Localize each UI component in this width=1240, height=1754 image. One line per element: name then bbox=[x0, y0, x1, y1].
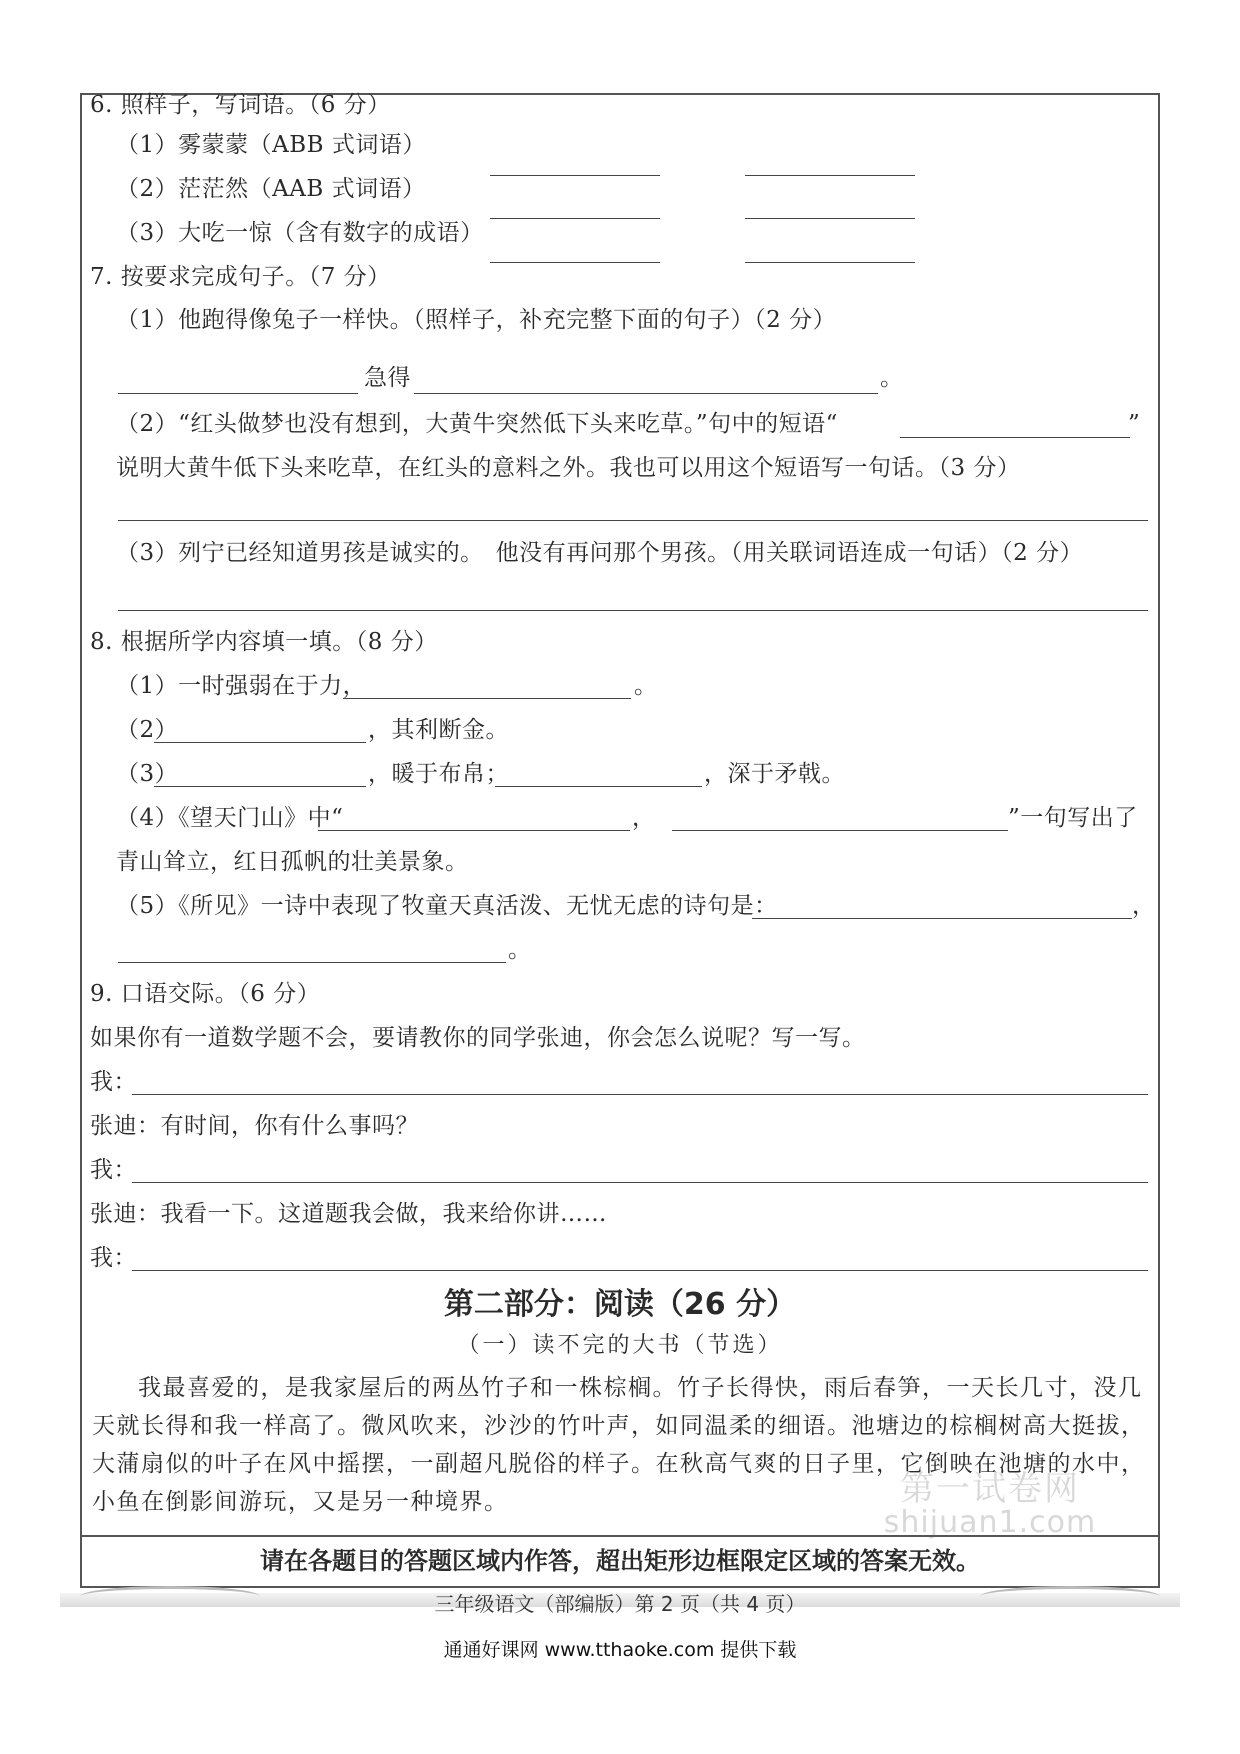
q8-item-1-text: （1）一时强弱在于力， bbox=[116, 673, 367, 699]
q6-item-2-blank-1[interactable] bbox=[490, 218, 660, 219]
q7-item-2-line-1: （2）“红头做梦也没有想到，大黄牛突然低下头来吃草。”句中的短语“ bbox=[116, 411, 838, 437]
q8-item-1-end: 。 bbox=[634, 673, 658, 699]
q6-item-1: （1）雾蒙蒙（ABB 式词语） bbox=[116, 132, 426, 158]
download-note: 通通好课网 www.tthaoke.com 提供下载 bbox=[443, 1639, 797, 1661]
q6-item-1-blank-1[interactable] bbox=[490, 175, 660, 176]
q7-item-1: （1）他跑得像兔子一样快。（照样子，补充完整下面的句子）（2 分） bbox=[116, 307, 837, 333]
q6-title: 6. 照样子，写词语。（6 分） bbox=[90, 92, 391, 118]
reading-paragraph: 我最喜爱的，是我家屋后的两丛竹子和一株棕榈。竹子长得快，雨后春笋，一天长几寸，没几天就长得和我一样高了。微风吹来，沙沙的竹叶声，如同温柔的细语。池塘边的棕榈树高大挺拔，大蒲扇似的叶子在风中摇摆，一副超凡脱俗的样子。在秋高气爽的日子里，它倒映在池塘的水中，小鱼在倒影间游玩，又是另一种境界。 bbox=[92, 1375, 1146, 1515]
q9-prompt: 如果你有一道数学题不会，要请教你的同学张迪，你会怎么说呢？写一写。 bbox=[90, 1025, 866, 1051]
watermark bbox=[870, 1470, 1110, 1538]
q7-item-3: （3）列宁已经知道男孩是诚实的。 他没有再问那个男孩。（用关联词语连成一句话）（2 分） bbox=[116, 540, 1084, 566]
q7-title: 7. 按要求完成句子。（7 分） bbox=[90, 264, 391, 290]
q8-item-2-text: ，其利断金。 bbox=[368, 717, 509, 743]
watermark-line-2: shijuan1.com bbox=[883, 1505, 1097, 1540]
q9-me-answer-line-1[interactable] bbox=[132, 1094, 1148, 1095]
q8-item-3-blank-2[interactable] bbox=[495, 786, 702, 787]
q8-item-4-line-2: 青山耸立，红日孤帆的壮美景象。 bbox=[116, 849, 469, 875]
q8-title: 8. 根据所学内容填一填。（8 分） bbox=[90, 629, 438, 655]
q8-item-3-num: （3） bbox=[116, 761, 179, 787]
q8-item-4-tail: ”一句写出了 bbox=[1008, 805, 1138, 831]
q6-item-2: （2）茫茫然（AAB 式词语） bbox=[116, 176, 426, 202]
answer-area-notice: 请在各题目的答题区域内作答，超出矩形边框限定区域的答案无效。 bbox=[80, 1535, 1160, 1586]
q8-item-5-blank-2[interactable] bbox=[118, 962, 506, 963]
q9-zhangdi-line-1: 张迪：有时间，你有什么事吗？ bbox=[90, 1113, 419, 1139]
q8-item-5-end: 。 bbox=[508, 937, 532, 963]
page-footer: 三年级语文（部编版）第 2 页（共 4 页） bbox=[434, 1592, 806, 1616]
q7-item-2-phrase-blank[interactable] bbox=[900, 437, 1130, 438]
q7-item-1-end: 。 bbox=[880, 365, 904, 391]
watermark-line-1: 第一试卷网 bbox=[900, 1469, 1080, 1509]
q8-item-1-blank[interactable] bbox=[343, 698, 631, 699]
q9-me-label-1: 我： bbox=[90, 1069, 137, 1095]
q7-item-2-quote-end: ” bbox=[1128, 411, 1141, 437]
q7-item-2-answer-line[interactable] bbox=[118, 520, 1148, 521]
q6-item-2-blank-2[interactable] bbox=[745, 218, 915, 219]
q8-item-4-blank-1[interactable] bbox=[318, 830, 630, 831]
q9-me-label-3: 我： bbox=[90, 1245, 137, 1271]
q8-item-3-text-1: ，暖于布帛； bbox=[368, 761, 509, 787]
q8-item-2-num: （2） bbox=[116, 717, 179, 743]
q7-item-3-answer-line[interactable] bbox=[118, 610, 1148, 611]
q7-item-1-blank-1[interactable] bbox=[118, 393, 358, 394]
q6-item-3-blank-1[interactable] bbox=[490, 262, 660, 263]
q7-item-1-mid: 急得 bbox=[364, 365, 411, 391]
q8-item-3-blank-1[interactable] bbox=[154, 786, 366, 787]
q7-item-1-blank-2[interactable] bbox=[414, 393, 878, 394]
part2-heading: 第二部分：阅读（26 分） bbox=[443, 1287, 797, 1322]
q8-item-5-text: （5）《所见》一诗中表现了牧童天真活泼、无忧无虑的诗句是： bbox=[116, 893, 778, 919]
q6-item-1-blank-2[interactable] bbox=[745, 175, 915, 176]
q6-item-3: （3）大吃一惊（含有数字的成语） bbox=[116, 220, 484, 246]
q6-item-3-blank-2[interactable] bbox=[745, 262, 915, 263]
q8-item-3-text-2: ，深于矛戟。 bbox=[704, 761, 845, 787]
q8-item-4-comma: ， bbox=[632, 805, 656, 831]
q8-item-5-comma: ， bbox=[1132, 893, 1156, 919]
q8-item-4-text: （4）《望天门山》中“ bbox=[116, 805, 344, 831]
q9-me-answer-line-2[interactable] bbox=[132, 1182, 1148, 1183]
q8-item-2-blank[interactable] bbox=[154, 742, 366, 743]
q8-item-5-blank-1[interactable] bbox=[752, 918, 1132, 919]
part2-subheading: （一）读不完的大书（节选） bbox=[457, 1333, 783, 1358]
q7-item-2-line-2: 说明大黄牛低下头来吃草，在红头的意料之外。我也可以用这个短语写一句话。（3 分） bbox=[116, 455, 1021, 481]
q9-me-label-2: 我： bbox=[90, 1157, 137, 1183]
q9-me-answer-line-3[interactable] bbox=[132, 1270, 1148, 1271]
q8-item-4-blank-2[interactable] bbox=[672, 830, 1008, 831]
q9-zhangdi-line-2: 张迪：我看一下。这道题我会做，我来给你讲…… bbox=[90, 1201, 607, 1227]
q9-title: 9. 口语交际。（6 分） bbox=[90, 981, 321, 1007]
